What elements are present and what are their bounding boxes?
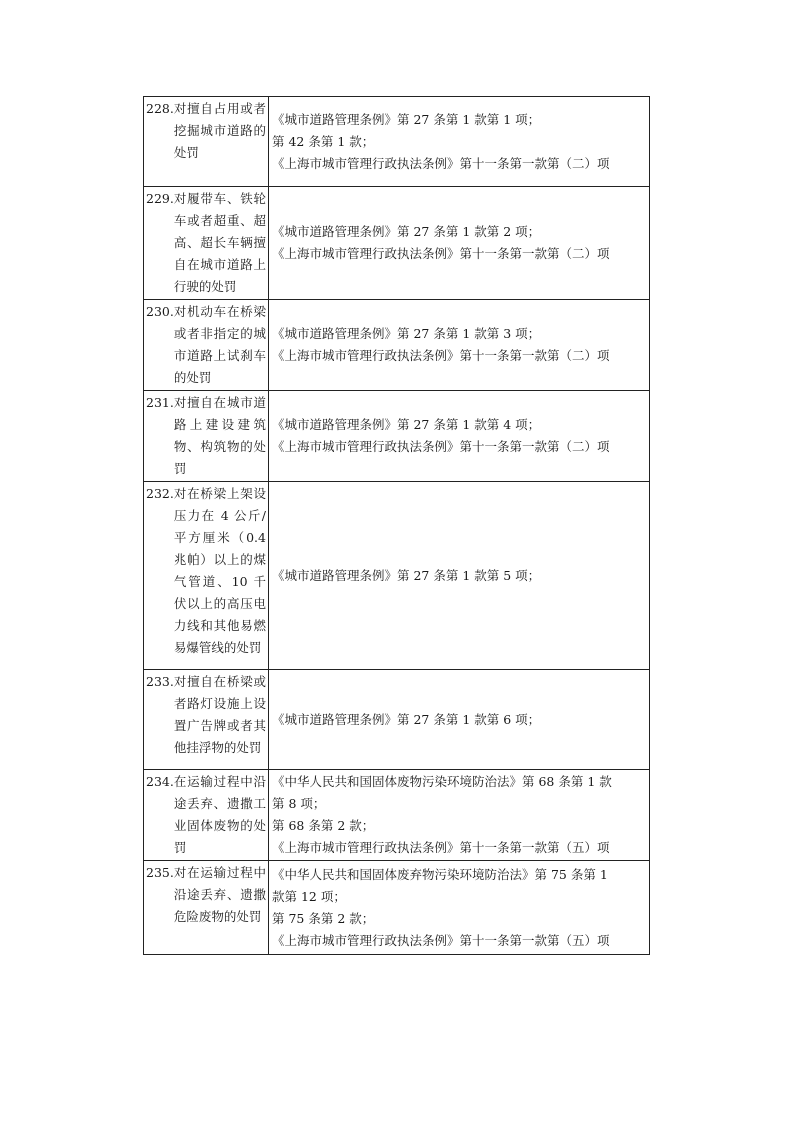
- basis-cell: [269, 770, 650, 861]
- table-row: [144, 97, 650, 187]
- basis-line: 《城市道路管理条例》第 27 条第 1 款第 4 项；: [272, 417, 541, 432]
- table-row: [144, 770, 650, 861]
- basis-line: 第 42 条第 1 款；: [272, 133, 375, 149]
- basis-line: 《城市道路管理条例》第 27 条第 1 款第 2 项；: [272, 224, 541, 239]
- item-number: 230.: [146, 304, 174, 319]
- basis-line: 《上海市城市管理行政执法条例》第十一条第一款第（二）项: [272, 439, 610, 454]
- item-number: 231.: [146, 395, 174, 410]
- table-row: [144, 861, 650, 955]
- item-cell: [144, 187, 269, 300]
- basis-line: 《中华人民共和国固体废弃物污染环境防治法》第 75 条第 1: [272, 866, 608, 882]
- basis-cell: [269, 861, 650, 955]
- item-name: 对在桥梁上架设压力在 4 公斤/平方厘米（0.4 兆帕）以上的煤气管道、10 千伏以上的高压电力线和其他易燃易爆管线的处罚: [173, 486, 266, 655]
- item-number: 235.: [146, 865, 174, 880]
- basis-cell: [269, 97, 650, 187]
- basis-line: 《上海市城市管理行政执法条例》第十一条第一款第（五）项: [272, 840, 610, 855]
- item-cell: [144, 482, 269, 670]
- table-row: [144, 670, 650, 770]
- law-basis-table: [143, 96, 650, 955]
- item-cell: [144, 391, 269, 482]
- table-row: [144, 391, 650, 482]
- item-cell: [144, 861, 269, 955]
- item-cell: [144, 97, 269, 187]
- item-name: 对在运输过程中沿途丢弃、遗撒危险废物的处罚: [173, 865, 266, 924]
- table-row: [144, 300, 650, 391]
- item-cell: [144, 300, 269, 391]
- item-number: 232.: [146, 486, 174, 501]
- basis-line: 第 75 条第 2 款；: [272, 910, 375, 926]
- item-name: 在运输过程中沿途丢弃、遗撒工业固体废物的处罚: [173, 774, 266, 855]
- basis-cell: [269, 670, 650, 770]
- basis-cell: [269, 300, 650, 391]
- item-name: 对擅自在桥梁或者路灯设施上设置广告牌或者其他挂浮物的处罚: [173, 674, 266, 755]
- basis-line: 《上海市城市管理行政执法条例》第十一条第一款第（五）项: [272, 932, 610, 948]
- item-number: 233.: [146, 674, 174, 689]
- basis-line: 《城市道路管理条例》第 27 条第 1 款第 3 项；: [272, 326, 541, 341]
- basis-line: 《城市道路管理条例》第 27 条第 1 款第 5 项；: [272, 567, 541, 583]
- item-number: 234.: [146, 774, 174, 789]
- basis-line: 《中华人民共和国固体废物污染环境防治法》第 68 条第 1 款: [272, 774, 612, 789]
- basis-line: 第 8 项；: [272, 796, 326, 811]
- basis-cell: [269, 482, 650, 670]
- basis-line: 款第 12 项；: [272, 888, 346, 904]
- item-name: 对擅自占用或者挖掘城市道路的处罚: [173, 101, 266, 160]
- table-row: [144, 187, 650, 300]
- basis-line: 《上海市城市管理行政执法条例》第十一条第一款第（二）项: [272, 348, 610, 363]
- basis-line: 《城市道路管理条例》第 27 条第 1 款第 6 项；: [272, 711, 541, 727]
- item-number: 229.: [146, 191, 174, 206]
- item-name: 对履带车、铁轮车或者超重、超高、超长车辆擅自在城市道路上行驶的处罚: [173, 191, 266, 294]
- item-cell: [144, 770, 269, 861]
- table-body: [144, 97, 650, 955]
- basis-line: 《上海市城市管理行政执法条例》第十一条第一款第（二）项: [272, 246, 610, 261]
- basis-line: 第 68 条第 2 款；: [272, 818, 375, 833]
- item-number: 228.: [146, 101, 174, 116]
- basis-line: 《城市道路管理条例》第 27 条第 1 款第 1 项；: [272, 111, 541, 127]
- basis-cell: [269, 391, 650, 482]
- basis-cell: [269, 187, 650, 300]
- item-name: 对擅自在城市道路上建设建筑物、构筑物的处罚: [173, 395, 266, 476]
- table-row: [144, 482, 650, 670]
- item-cell: [144, 670, 269, 770]
- item-name: 对机动车在桥梁或者非指定的城市道路上试刹车的处罚: [173, 304, 266, 385]
- basis-line: 《上海市城市管理行政执法条例》第十一条第一款第（二）项: [272, 155, 610, 171]
